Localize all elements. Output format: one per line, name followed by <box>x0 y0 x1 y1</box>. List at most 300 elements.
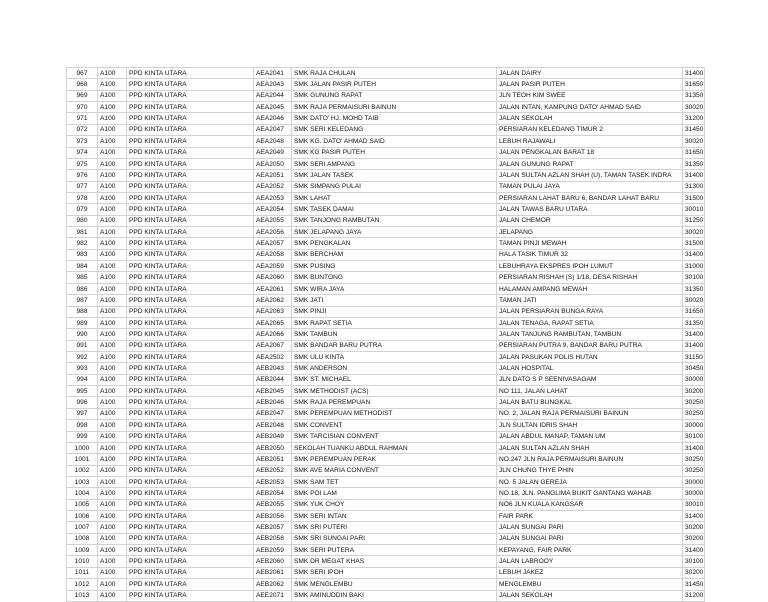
district-code-cell[interactable]: A100 <box>98 476 127 487</box>
district-name-cell[interactable]: PPD KINTA UTARA <box>127 227 254 238</box>
row-number-cell[interactable]: 1013 <box>67 590 98 601</box>
school-code-cell[interactable]: AEA2067 <box>254 340 292 351</box>
school-name-cell[interactable]: SMK SRI PUTERI <box>292 522 497 533</box>
school-name-cell[interactable]: SMK AMINUDDIN BAKI <box>292 590 497 601</box>
school-code-cell[interactable]: AEA2053 <box>254 192 292 203</box>
district-code-cell[interactable]: A100 <box>98 295 127 306</box>
school-name-cell[interactable]: SMK TARCISIAN CONVENT <box>292 431 497 442</box>
school-code-cell[interactable]: AEB2052 <box>254 465 292 476</box>
district-code-cell[interactable]: A100 <box>98 227 127 238</box>
postcode-cell[interactable]: 30100 <box>683 556 705 567</box>
school-code-cell[interactable]: AEA2045 <box>254 102 292 113</box>
address-cell[interactable]: NO. 2, JALAN RAJA PERMAISURI BAINUN <box>497 408 683 419</box>
school-name-cell[interactable]: SMK KG PASIR PUTEH <box>292 147 497 158</box>
school-name-cell[interactable]: SMK PEREMPUAN PERAK <box>292 454 497 465</box>
school-name-cell[interactable]: SMK GUNUNG RAPAT <box>292 90 497 101</box>
school-name-cell[interactable]: SMK PUSING <box>292 261 497 272</box>
address-cell[interactable]: HALA TASIK TIMUR 32 <box>497 249 683 260</box>
address-cell[interactable]: JALAN SULTAN AZLAN SHAH (U), TAMAN TASEK INDRA <box>497 170 683 181</box>
postcode-cell[interactable]: 30250 <box>683 408 705 419</box>
district-name-cell[interactable]: PPD KINTA UTARA <box>127 567 254 578</box>
school-code-cell[interactable]: AEA2054 <box>254 204 292 215</box>
school-code-cell[interactable]: AEB2045 <box>254 386 292 397</box>
school-name-cell[interactable]: SMK TASEK DAMAI <box>292 204 497 215</box>
district-name-cell[interactable]: PPD KINTA UTARA <box>127 317 254 328</box>
address-cell[interactable]: TAMAN JATI <box>497 295 683 306</box>
row-number-cell[interactable]: 980 <box>67 215 98 226</box>
school-code-cell[interactable]: AEA2051 <box>254 170 292 181</box>
postcode-cell[interactable]: 31400 <box>683 442 705 453</box>
school-code-cell[interactable]: AEA2055 <box>254 215 292 226</box>
postcode-cell[interactable]: 30010 <box>683 204 705 215</box>
district-code-cell[interactable]: A100 <box>98 420 127 431</box>
address-cell[interactable]: JLN TEOH KIM SWEE <box>497 90 683 101</box>
district-code-cell[interactable]: A100 <box>98 317 127 328</box>
school-name-cell[interactable]: SMK SERI INTAN <box>292 511 497 522</box>
row-number-cell[interactable]: 1009 <box>67 545 98 556</box>
address-cell[interactable]: PERSIARAN KELEDANG TIMUR 2 <box>497 124 683 135</box>
address-cell[interactable]: NO.247 JLN RAJA PERMAISURI BAINUN <box>497 454 683 465</box>
postcode-cell[interactable]: 30200 <box>683 533 705 544</box>
address-cell[interactable]: JALAN TENAGA, RAPAT SETIA <box>497 317 683 328</box>
district-code-cell[interactable]: A100 <box>98 556 127 567</box>
district-code-cell[interactable]: A100 <box>98 136 127 147</box>
school-name-cell[interactable]: SMK LAHAT <box>292 192 497 203</box>
postcode-cell[interactable]: 30200 <box>683 522 705 533</box>
postcode-cell[interactable]: 31350 <box>683 90 705 101</box>
school-name-cell[interactable]: SMK YUK CHOY <box>292 499 497 510</box>
postcode-cell[interactable]: 30200 <box>683 386 705 397</box>
district-name-cell[interactable]: PPD KINTA UTARA <box>127 420 254 431</box>
school-code-cell[interactable]: AEA2043 <box>254 79 292 90</box>
school-code-cell[interactable]: AEB2046 <box>254 397 292 408</box>
district-name-cell[interactable]: PPD KINTA UTARA <box>127 204 254 215</box>
postcode-cell[interactable]: 31450 <box>683 579 705 590</box>
school-code-cell[interactable]: AEB2050 <box>254 442 292 453</box>
school-name-cell[interactable]: SMK DR MEGAT KHAS <box>292 556 497 567</box>
address-cell[interactable]: JALAN PERSIARAN BUNGA RAYA <box>497 306 683 317</box>
address-cell[interactable]: JALAN SUNGAI PARI <box>497 533 683 544</box>
school-code-cell[interactable]: AEA2044 <box>254 90 292 101</box>
district-name-cell[interactable]: PPD KINTA UTARA <box>127 499 254 510</box>
district-name-cell[interactable]: PPD KINTA UTARA <box>127 295 254 306</box>
district-name-cell[interactable]: PPD KINTA UTARA <box>127 351 254 362</box>
district-code-cell[interactable]: A100 <box>98 351 127 362</box>
postcode-cell[interactable]: 31400 <box>683 68 705 79</box>
district-name-cell[interactable]: PPD KINTA UTARA <box>127 181 254 192</box>
school-name-cell[interactable]: SMK SAM TET <box>292 476 497 487</box>
school-name-cell[interactable]: SMK RAJA CHULAN <box>292 68 497 79</box>
row-number-cell[interactable]: 1002 <box>67 465 98 476</box>
school-name-cell[interactable]: SMK RAJA PERMAISURI BAINUN <box>292 102 497 113</box>
school-code-cell[interactable]: AEA2066 <box>254 329 292 340</box>
school-name-cell[interactable]: SMK AVE MARIA CONVENT <box>292 465 497 476</box>
school-name-cell[interactable]: SMK SIMPANG PULAI <box>292 181 497 192</box>
address-cell[interactable]: JALAN CHEMOR <box>497 215 683 226</box>
district-name-cell[interactable]: PPD KINTA UTARA <box>127 329 254 340</box>
postcode-cell[interactable]: 31400 <box>683 170 705 181</box>
district-code-cell[interactable]: A100 <box>98 204 127 215</box>
row-number-cell[interactable]: 995 <box>67 386 98 397</box>
school-name-cell[interactable]: SMK MENGLEMBU <box>292 579 497 590</box>
address-cell[interactable]: TAMAN PULAI JAYA <box>497 181 683 192</box>
address-cell[interactable]: JALAN SEKOLAH <box>497 113 683 124</box>
postcode-cell[interactable]: 30200 <box>683 567 705 578</box>
row-number-cell[interactable]: 999 <box>67 431 98 442</box>
school-name-cell[interactable]: SMK JELAPANG JAYA <box>292 227 497 238</box>
district-name-cell[interactable]: PPD KINTA UTARA <box>127 488 254 499</box>
row-number-cell[interactable]: 977 <box>67 181 98 192</box>
postcode-cell[interactable]: 30020 <box>683 227 705 238</box>
district-code-cell[interactable]: A100 <box>98 124 127 135</box>
district-code-cell[interactable]: A100 <box>98 442 127 453</box>
district-code-cell[interactable]: A100 <box>98 68 127 79</box>
address-cell[interactable]: NO.18, JLN. PANGLIMA BUKIT GANTANG WAHAB <box>497 488 683 499</box>
row-number-cell[interactable]: 975 <box>67 158 98 169</box>
school-name-cell[interactable]: SMK WIRA JAYA <box>292 283 497 294</box>
address-cell[interactable]: JALAN INTAN, KAMPUNG DATO' AHMAD SAID <box>497 102 683 113</box>
address-cell[interactable]: JALAN SUNGAI PARI <box>497 522 683 533</box>
school-code-cell[interactable]: AEA2059 <box>254 261 292 272</box>
district-code-cell[interactable]: A100 <box>98 158 127 169</box>
row-number-cell[interactable]: 970 <box>67 102 98 113</box>
postcode-cell[interactable]: 30020 <box>683 102 705 113</box>
address-cell[interactable]: JLN SULTAN IDRIS SHAH <box>497 420 683 431</box>
school-code-cell[interactable]: AEB2044 <box>254 374 292 385</box>
district-code-cell[interactable]: A100 <box>98 579 127 590</box>
postcode-cell[interactable]: 31650 <box>683 306 705 317</box>
school-code-cell[interactable]: AEE2071 <box>254 590 292 601</box>
row-number-cell[interactable]: 1003 <box>67 476 98 487</box>
district-name-cell[interactable]: PPD KINTA UTARA <box>127 431 254 442</box>
school-code-cell[interactable]: AEB2055 <box>254 499 292 510</box>
address-cell[interactable]: LEBUH RAJAWALI <box>497 136 683 147</box>
school-code-cell[interactable]: AEB2061 <box>254 567 292 578</box>
postcode-cell[interactable]: 31200 <box>683 590 705 601</box>
school-code-cell[interactable]: AEB2053 <box>254 476 292 487</box>
school-name-cell[interactable]: SMK BUNTONG <box>292 272 497 283</box>
address-cell[interactable]: LEBUH JAKEZ <box>497 567 683 578</box>
postcode-cell[interactable]: 31350 <box>683 317 705 328</box>
postcode-cell[interactable]: 30000 <box>683 420 705 431</box>
school-code-cell[interactable]: AEA2063 <box>254 306 292 317</box>
district-code-cell[interactable]: A100 <box>98 488 127 499</box>
address-cell[interactable]: NO 111, JALAN LAHAT <box>497 386 683 397</box>
school-code-cell[interactable]: AEB2058 <box>254 533 292 544</box>
school-code-cell[interactable]: AEA2047 <box>254 124 292 135</box>
postcode-cell[interactable]: 30020 <box>683 295 705 306</box>
school-code-cell[interactable]: AEA2041 <box>254 68 292 79</box>
postcode-cell[interactable]: 30250 <box>683 454 705 465</box>
row-number-cell[interactable]: 982 <box>67 238 98 249</box>
district-name-cell[interactable]: PPD KINTA UTARA <box>127 545 254 556</box>
address-cell[interactable]: JALAN TANJUNG RAMBUTAN, TAMBUN <box>497 329 683 340</box>
row-number-cell[interactable]: 992 <box>67 351 98 362</box>
district-code-cell[interactable]: A100 <box>98 170 127 181</box>
address-cell[interactable]: JALAN ABDUL MANAP, TAMAN UM <box>497 431 683 442</box>
row-number-cell[interactable]: 979 <box>67 204 98 215</box>
row-number-cell[interactable]: 968 <box>67 79 98 90</box>
postcode-cell[interactable]: 30250 <box>683 397 705 408</box>
address-cell[interactable]: JELAPANG <box>497 227 683 238</box>
school-name-cell[interactable]: SMK SERI AMPANG <box>292 158 497 169</box>
address-cell[interactable]: PERSIARAN LAHAT BARU 6, BANDAR LAHAT BARU <box>497 192 683 203</box>
district-name-cell[interactable]: PPD KINTA UTARA <box>127 579 254 590</box>
postcode-cell[interactable]: 30450 <box>683 363 705 374</box>
district-name-cell[interactable]: PPD KINTA UTARA <box>127 90 254 101</box>
district-name-cell[interactable]: PPD KINTA UTARA <box>127 158 254 169</box>
school-code-cell[interactable]: AEA2060 <box>254 272 292 283</box>
address-cell[interactable]: KEPAYANG, FAIR PARK <box>497 545 683 556</box>
postcode-cell[interactable]: 31400 <box>683 545 705 556</box>
school-name-cell[interactable]: SMK METHODIST (ACS) <box>292 386 497 397</box>
postcode-cell[interactable]: 31200 <box>683 113 705 124</box>
row-number-cell[interactable]: 1006 <box>67 511 98 522</box>
row-number-cell[interactable]: 1012 <box>67 579 98 590</box>
district-code-cell[interactable]: A100 <box>98 261 127 272</box>
district-name-cell[interactable]: PPD KINTA UTARA <box>127 147 254 158</box>
school-code-cell[interactable]: AEA2061 <box>254 283 292 294</box>
row-number-cell[interactable]: 1007 <box>67 522 98 533</box>
district-code-cell[interactable]: A100 <box>98 397 127 408</box>
school-name-cell[interactable]: SMK BANDAR BARU PUTRA <box>292 340 497 351</box>
school-name-cell[interactable]: SMK JALAN PASIR PUTEH <box>292 79 497 90</box>
school-name-cell[interactable]: SMK SERI IPOH <box>292 567 497 578</box>
address-cell[interactable]: JALAN GUNUNG RAPAT <box>497 158 683 169</box>
district-code-cell[interactable]: A100 <box>98 283 127 294</box>
postcode-cell[interactable]: 31400 <box>683 511 705 522</box>
school-code-cell[interactable]: AEA2057 <box>254 238 292 249</box>
row-number-cell[interactable]: 984 <box>67 261 98 272</box>
school-name-cell[interactable]: SEKOLAH TUANKU ABDUL RAHMAN <box>292 442 497 453</box>
postcode-cell[interactable]: 30100 <box>683 272 705 283</box>
district-name-cell[interactable]: PPD KINTA UTARA <box>127 476 254 487</box>
postcode-cell[interactable]: 31150 <box>683 351 705 362</box>
address-cell[interactable]: JALAN LABROOY <box>497 556 683 567</box>
postcode-cell[interactable]: 31300 <box>683 181 705 192</box>
school-code-cell[interactable]: AEB2043 <box>254 363 292 374</box>
row-number-cell[interactable]: 971 <box>67 113 98 124</box>
row-number-cell[interactable]: 990 <box>67 329 98 340</box>
school-code-cell[interactable]: AEA2048 <box>254 136 292 147</box>
district-code-cell[interactable]: A100 <box>98 113 127 124</box>
row-number-cell[interactable]: 994 <box>67 374 98 385</box>
address-cell[interactable]: FAIR PARK <box>497 511 683 522</box>
district-code-cell[interactable]: A100 <box>98 90 127 101</box>
school-code-cell[interactable]: AEA2502 <box>254 351 292 362</box>
school-name-cell[interactable]: SMK ST. MICHAEL <box>292 374 497 385</box>
postcode-cell[interactable]: 31400 <box>683 249 705 260</box>
school-name-cell[interactable]: SMK PEREMPUAN METHODIST <box>292 408 497 419</box>
address-cell[interactable]: PERSIARAN RISHAH (S) 1/18, DESA RISHAH <box>497 272 683 283</box>
row-number-cell[interactable]: 1008 <box>67 533 98 544</box>
row-number-cell[interactable]: 976 <box>67 170 98 181</box>
address-cell[interactable]: JLN DATO S P SEENIVASAGAM <box>497 374 683 385</box>
address-cell[interactable]: JALAN PASIR PUTEH <box>497 79 683 90</box>
postcode-cell[interactable]: 31500 <box>683 238 705 249</box>
district-name-cell[interactable]: PPD KINTA UTARA <box>127 215 254 226</box>
row-number-cell[interactable]: 986 <box>67 283 98 294</box>
address-cell[interactable]: JALAN BATU BUNGKAL <box>497 397 683 408</box>
postcode-cell[interactable]: 31450 <box>683 124 705 135</box>
school-name-cell[interactable]: SMK ANDERSON <box>292 363 497 374</box>
address-cell[interactable]: JALAN SEKOLAH <box>497 590 683 601</box>
district-name-cell[interactable]: PPD KINTA UTARA <box>127 272 254 283</box>
district-name-cell[interactable]: PPD KINTA UTARA <box>127 249 254 260</box>
district-name-cell[interactable]: PPD KINTA UTARA <box>127 306 254 317</box>
postcode-cell[interactable]: 30250 <box>683 465 705 476</box>
district-code-cell[interactable]: A100 <box>98 340 127 351</box>
district-name-cell[interactable]: PPD KINTA UTARA <box>127 68 254 79</box>
school-name-cell[interactable]: SMK PENGKALAN <box>292 238 497 249</box>
address-cell[interactable]: NO6 JLN KUALA KANGSAR <box>497 499 683 510</box>
district-name-cell[interactable]: PPD KINTA UTARA <box>127 124 254 135</box>
school-name-cell[interactable]: SMK RAJA PEREMPUAN <box>292 397 497 408</box>
district-code-cell[interactable]: A100 <box>98 374 127 385</box>
row-number-cell[interactable]: 967 <box>67 68 98 79</box>
school-code-cell[interactable]: AEB2048 <box>254 420 292 431</box>
address-cell[interactable]: JALAN PENGKALAN BARAT 18 <box>497 147 683 158</box>
district-name-cell[interactable]: PPD KINTA UTARA <box>127 408 254 419</box>
row-number-cell[interactable]: 1005 <box>67 499 98 510</box>
postcode-cell[interactable]: 31350 <box>683 283 705 294</box>
school-code-cell[interactable]: AEA2065 <box>254 317 292 328</box>
row-number-cell[interactable]: 972 <box>67 124 98 135</box>
school-name-cell[interactable]: SMK ULU KINTA <box>292 351 497 362</box>
district-code-cell[interactable]: A100 <box>98 431 127 442</box>
row-number-cell[interactable]: 1011 <box>67 567 98 578</box>
district-name-cell[interactable]: PPD KINTA UTARA <box>127 170 254 181</box>
postcode-cell[interactable]: 30100 <box>683 431 705 442</box>
row-number-cell[interactable]: 983 <box>67 249 98 260</box>
school-code-cell[interactable]: AEA2049 <box>254 147 292 158</box>
row-number-cell[interactable]: 1004 <box>67 488 98 499</box>
row-number-cell[interactable]: 997 <box>67 408 98 419</box>
address-cell[interactable]: JALAN TAWAS BARU UTARA <box>497 204 683 215</box>
postcode-cell[interactable]: 30000 <box>683 476 705 487</box>
district-code-cell[interactable]: A100 <box>98 102 127 113</box>
district-code-cell[interactable]: A100 <box>98 454 127 465</box>
school-code-cell[interactable]: AEB2047 <box>254 408 292 419</box>
district-name-cell[interactable]: PPD KINTA UTARA <box>127 386 254 397</box>
district-code-cell[interactable]: A100 <box>98 408 127 419</box>
district-code-cell[interactable]: A100 <box>98 545 127 556</box>
row-number-cell[interactable]: 969 <box>67 90 98 101</box>
district-name-cell[interactable]: PPD KINTA UTARA <box>127 397 254 408</box>
postcode-cell[interactable]: 30010 <box>683 499 705 510</box>
district-code-cell[interactable]: A100 <box>98 181 127 192</box>
school-code-cell[interactable]: AEA2050 <box>254 158 292 169</box>
postcode-cell[interactable]: 31500 <box>683 192 705 203</box>
address-cell[interactable]: JALAN SULTAN AZLAN SHAH <box>497 442 683 453</box>
address-cell[interactable]: MENGLEMBU <box>497 579 683 590</box>
district-code-cell[interactable]: A100 <box>98 329 127 340</box>
school-name-cell[interactable]: SMK JATI <box>292 295 497 306</box>
district-code-cell[interactable]: A100 <box>98 590 127 601</box>
school-name-cell[interactable]: SMK BERCHAM <box>292 249 497 260</box>
row-number-cell[interactable]: 1001 <box>67 454 98 465</box>
school-name-cell[interactable]: SMK JALAN TASEK <box>292 170 497 181</box>
district-name-cell[interactable]: PPD KINTA UTARA <box>127 363 254 374</box>
row-number-cell[interactable]: 996 <box>67 397 98 408</box>
district-code-cell[interactable]: A100 <box>98 79 127 90</box>
district-code-cell[interactable]: A100 <box>98 192 127 203</box>
row-number-cell[interactable]: 987 <box>67 295 98 306</box>
school-code-cell[interactable]: AEB2059 <box>254 545 292 556</box>
school-name-cell[interactable]: SMK SERI PUTERA <box>292 545 497 556</box>
district-name-cell[interactable]: PPD KINTA UTARA <box>127 102 254 113</box>
school-code-cell[interactable]: AEB2054 <box>254 488 292 499</box>
district-name-cell[interactable]: PPD KINTA UTARA <box>127 442 254 453</box>
school-code-cell[interactable]: AEA2056 <box>254 227 292 238</box>
school-name-cell[interactable]: SMK SRI SUNGAI PARI <box>292 533 497 544</box>
row-number-cell[interactable]: 991 <box>67 340 98 351</box>
address-cell[interactable]: JALAN PASUKAN POLIS HUTAN <box>497 351 683 362</box>
postcode-cell[interactable]: 30020 <box>683 136 705 147</box>
district-code-cell[interactable]: A100 <box>98 238 127 249</box>
district-code-cell[interactable]: A100 <box>98 306 127 317</box>
postcode-cell[interactable]: 31400 <box>683 340 705 351</box>
school-name-cell[interactable]: SMK POI LAM <box>292 488 497 499</box>
address-cell[interactable]: PERSIARAN PUTRA 9, BANDAR BARU PUTRA <box>497 340 683 351</box>
school-name-cell[interactable]: SMK PINJI <box>292 306 497 317</box>
district-name-cell[interactable]: PPD KINTA UTARA <box>127 261 254 272</box>
address-cell[interactable]: JALAN DAIRY <box>497 68 683 79</box>
row-number-cell[interactable]: 978 <box>67 192 98 203</box>
address-cell[interactable]: HALAMAN AMPANG MEWAH <box>497 283 683 294</box>
district-name-cell[interactable]: PPD KINTA UTARA <box>127 454 254 465</box>
row-number-cell[interactable]: 993 <box>67 363 98 374</box>
school-code-cell[interactable]: AEB2051 <box>254 454 292 465</box>
school-code-cell[interactable]: AEA2052 <box>254 181 292 192</box>
row-number-cell[interactable]: 988 <box>67 306 98 317</box>
district-name-cell[interactable]: PPD KINTA UTARA <box>127 192 254 203</box>
address-cell[interactable]: LEBUHRAYA EKSPRES IPOH LUMUT <box>497 261 683 272</box>
district-name-cell[interactable]: PPD KINTA UTARA <box>127 465 254 476</box>
district-name-cell[interactable]: PPD KINTA UTARA <box>127 136 254 147</box>
row-number-cell[interactable]: 973 <box>67 136 98 147</box>
district-code-cell[interactable]: A100 <box>98 215 127 226</box>
address-cell[interactable]: NO. 5 JALAN GEREJA <box>497 476 683 487</box>
district-code-cell[interactable]: A100 <box>98 272 127 283</box>
district-name-cell[interactable]: PPD KINTA UTARA <box>127 374 254 385</box>
district-code-cell[interactable]: A100 <box>98 533 127 544</box>
address-cell[interactable]: JALAN HOSPITAL <box>497 363 683 374</box>
postcode-cell[interactable]: 31000 <box>683 261 705 272</box>
school-code-cell[interactable]: AEA2062 <box>254 295 292 306</box>
school-name-cell[interactable]: SMK TAMBUN <box>292 329 497 340</box>
district-code-cell[interactable]: A100 <box>98 522 127 533</box>
address-cell[interactable]: TAMAN PINJI MEWAH <box>497 238 683 249</box>
district-name-cell[interactable]: PPD KINTA UTARA <box>127 556 254 567</box>
row-number-cell[interactable]: 985 <box>67 272 98 283</box>
postcode-cell[interactable]: 31650 <box>683 147 705 158</box>
district-code-cell[interactable]: A100 <box>98 147 127 158</box>
district-name-cell[interactable]: PPD KINTA UTARA <box>127 511 254 522</box>
postcode-cell[interactable]: 31250 <box>683 215 705 226</box>
district-code-cell[interactable]: A100 <box>98 499 127 510</box>
district-name-cell[interactable]: PPD KINTA UTARA <box>127 238 254 249</box>
row-number-cell[interactable]: 1010 <box>67 556 98 567</box>
school-code-cell[interactable]: AEB2057 <box>254 522 292 533</box>
district-code-cell[interactable]: A100 <box>98 465 127 476</box>
school-code-cell[interactable]: AEB2062 <box>254 579 292 590</box>
district-name-cell[interactable]: PPD KINTA UTARA <box>127 79 254 90</box>
postcode-cell[interactable]: 31350 <box>683 158 705 169</box>
school-code-cell[interactable]: AEB2056 <box>254 511 292 522</box>
district-code-cell[interactable]: A100 <box>98 386 127 397</box>
school-name-cell[interactable]: SMK SERI KELEDANG <box>292 124 497 135</box>
